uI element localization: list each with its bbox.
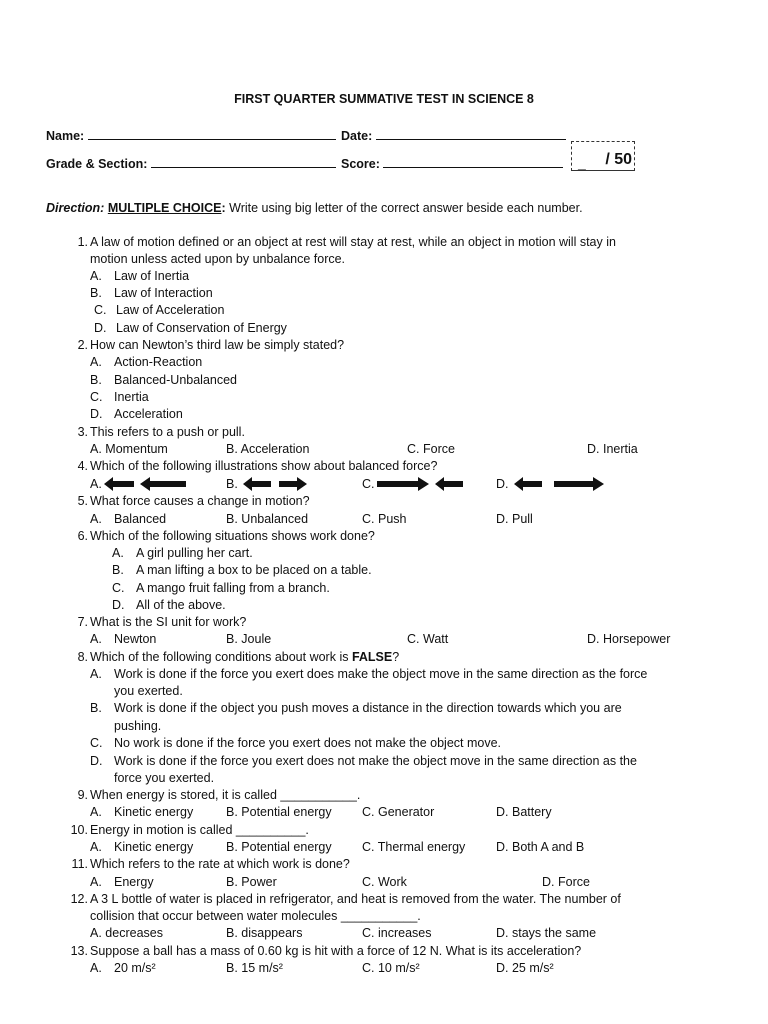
q12-option-b[interactable]: B. disappears — [226, 926, 303, 940]
direction-instructions: Write using big letter of the correct answer beside each number. — [225, 201, 583, 215]
q10-option-c[interactable]: C. Thermal energy — [362, 840, 466, 854]
score-line[interactable] — [383, 155, 563, 168]
direction-label: Direction: — [46, 201, 105, 215]
q11-option-d[interactable]: D. Force — [542, 875, 590, 889]
q4-option-c[interactable]: C. — [362, 477, 375, 491]
q5-option-d[interactable]: D. Pull — [496, 512, 533, 526]
q1-option-a[interactable]: A. Law of Inertia — [90, 269, 190, 283]
q4-option-b[interactable]: B. — [226, 477, 238, 491]
q5-option-c[interactable]: C. Push — [362, 512, 407, 526]
q3-option-b[interactable]: B. Acceleration — [226, 442, 310, 456]
q13-option-a[interactable]: A. 20 m/s² — [90, 961, 156, 975]
q5-option-b[interactable]: B. Unbalanced — [226, 512, 309, 526]
grade-section-label: Grade & Section: — [46, 157, 148, 171]
q7-option-c[interactable]: C. Watt — [407, 632, 449, 646]
q1-option-d[interactable]: D. Law of Conservation of Energy — [94, 321, 287, 335]
score-total: / 50 — [605, 151, 632, 168]
score-blank: _ — [578, 155, 586, 171]
q11-option-b[interactable]: B. Power — [226, 875, 277, 889]
score-label: Score: — [341, 157, 380, 171]
q9-option-a[interactable]: A. Kinetic energy — [90, 805, 194, 819]
q2-option-c[interactable]: C. Inertia — [90, 390, 149, 404]
q9-option-c[interactable]: C. Generator — [362, 805, 435, 819]
q6-option-d[interactable]: D. All of the above. — [112, 598, 226, 612]
q3-option-a[interactable]: A. Momentum — [90, 442, 168, 456]
q4-a-arrows-icon — [104, 476, 186, 492]
q5-option-a[interactable]: A. Balanced — [90, 512, 167, 526]
q3-option-c[interactable]: C. Force — [407, 442, 455, 456]
grade-section-line[interactable] — [151, 155, 336, 168]
q10-option-a[interactable]: A. Kinetic energy — [90, 840, 194, 854]
q4-option-d[interactable]: D. — [496, 477, 509, 491]
q8-option-d[interactable]: D. Work is done if the force you exert does not make the object move in the same direction as the — [90, 754, 637, 768]
date-label: Date: — [341, 129, 373, 143]
q4-b-arrows-icon — [243, 476, 307, 492]
page-title: FIRST QUARTER SUMMATIVE TEST IN SCIENCE 8 — [234, 92, 534, 106]
q2-option-d[interactable]: D. Acceleration — [90, 407, 183, 421]
q10-option-b[interactable]: B. Potential energy — [226, 840, 332, 854]
q8-option-c[interactable]: C. No work is done if the force you exert does not make the object move. — [90, 736, 502, 750]
q4-d-arrows-icon — [514, 476, 604, 492]
grade-field-row — [46, 155, 336, 171]
q1-option-c[interactable]: C. Law of Acceleration — [94, 303, 225, 317]
q9-option-d[interactable]: D. Battery — [496, 805, 552, 819]
q3-option-d[interactable]: D. Inertia — [587, 442, 638, 456]
q7-option-b[interactable]: B. Joule — [226, 632, 272, 646]
q7-option-a[interactable]: A. Newton — [90, 632, 157, 646]
score-field-row — [341, 155, 563, 171]
date-line[interactable] — [376, 127, 566, 140]
q4-c-arrows-icon — [377, 476, 463, 492]
name-field-row — [46, 127, 336, 143]
q12-option-c[interactable]: C. increases — [362, 926, 432, 940]
test-page: FIRST QUARTER SUMMATIVE TEST IN SCIENCE 8 Name: Date: Grade & Section: Score: _ / 50 Direction: MULTIPLE CHOICE: Write using big letter of the correct answer beside each number. 1. A law of motion defined or an object at rest will stay at rest, while an object in motion will stay in motion unless acted upon by unbalance force. A. Law of Inertia B. Law of Interaction C. Law of Acceleration D. Law of Conservation of Energy 2. How can Newton’s third law be simply stated? A. Action-Reaction B. Balanced-Unbalanced C. Inertia D. Acceleration 3. This refers to a push or pull. A. Momentum B. Acceleration C. Force D. Inertia 4. Which of the following illustrations show about balanced force? A. B. C. D. 5. What force causes a change in motion? A. Balanced B. Unbalanced C. Push D. Pull 6. Which of the following situations shows work done? A. A girl pulling her cart. B. A man lifting a box to be placed on a table. C. A mango fruit falling from a branch. D. All of the above. 7. What is the SI unit for work? A. Newton B. Joule C. Watt D. Horsepower 8. Which of the following conditions about work is FALSE? A. Work is done if the force you exert does make the object move in the same direction as the force you exerted. B. Work is done if the object you push moves a distance in the direction towards which you are pushing. C. No work is done if the force you exert does not make the object move. D. Work is done if the force you exert does not make the object move in the same direction as the force you exerted. 9. When energy is stored, it is called ___________. A. Kinetic energy B. Potential energy C. Generator D. Battery 10. Energy in motion is called __________. A. Kinetic energy B. Potential energy C. Thermal energy D. Both A and B 11. Which refers to the rate at which work is done? A. Energy B. Power C. Work D. Force 12. A 3 L bottle of water is placed in refrigerator, and heat is removed from the water. The number of collision that occur between water molecules ___________. A. decreases B. disappears C. increases D. stays the same 13. Suppose a ball has a mass of 0.60 kg is hit with a force of 12 N. What is its acceleration? A. 20 m/s² B. 15 m/s² C. 10 m/s² D. 25 m/s² — [0, 0, 768, 1024]
score-box — [571, 141, 635, 171]
q2-option-b[interactable]: B. Balanced-Unbalanced — [90, 373, 238, 387]
q10-option-d[interactable]: D. Both A and B — [496, 840, 585, 854]
q13-option-c[interactable]: C. 10 m/s² — [362, 961, 420, 975]
name-label: Name: — [46, 129, 85, 143]
q8-option-a[interactable]: A. Work is done if the force you exert does make the object move in the same direction as the force — [90, 667, 648, 681]
name-line[interactable] — [88, 127, 336, 140]
q13-option-d[interactable]: D. 25 m/s² — [496, 961, 554, 975]
q11-option-c[interactable]: C. Work — [362, 875, 407, 889]
date-field-row — [341, 127, 566, 143]
q4-option-a[interactable]: A. — [90, 477, 102, 491]
q12-option-d[interactable]: D. stays the same — [496, 926, 597, 940]
q8-option-b[interactable]: B. Work is done if the object you push moves a distance in the direction towards which you are — [90, 701, 622, 715]
q9-option-b[interactable]: B. Potential energy — [226, 805, 332, 819]
q11-option-a[interactable]: A. Energy — [90, 875, 154, 889]
q6-option-a[interactable]: A. A girl pulling her cart. — [112, 546, 253, 560]
q12-option-a[interactable]: A. decreases — [90, 926, 163, 940]
q1-option-b[interactable]: B. Law of Interaction — [90, 286, 213, 300]
q6-option-b[interactable]: B. A man lifting a box to be placed on a table. — [112, 563, 372, 577]
q2-option-a[interactable]: A. Action-Reaction — [90, 355, 203, 369]
q7-option-d[interactable]: D. Horsepower — [587, 632, 671, 646]
direction-type: MULTIPLE CHOICE — [107, 201, 222, 215]
q13-option-b[interactable]: B. 15 m/s² — [226, 961, 283, 975]
q6-option-c[interactable]: C. A mango fruit falling from a branch. — [112, 581, 330, 595]
direction-text: Direction: MULTIPLE CHOICE: Write using big letter of the correct answer beside each number. — [46, 201, 583, 215]
